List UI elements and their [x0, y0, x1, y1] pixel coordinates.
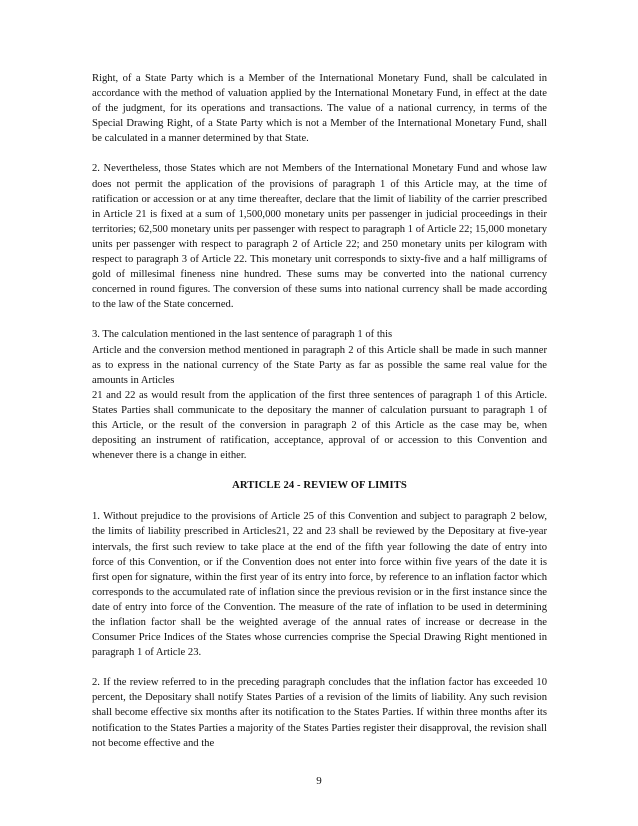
- article-24-heading: ARTICLE 24 - REVIEW OF LIMITS: [232, 480, 407, 492]
- page-number: 9: [316, 775, 322, 787]
- paragraph-3-calculation: [92, 327, 547, 463]
- paragraph-3-line-1: 3. The calculation mentioned in the last sentence of paragraph 1 of this: [92, 329, 393, 341]
- paragraph-sdr-valuation: Right, of a State Party which is a Member of the International Monetary Fund, shall be calculated in accordance with the method of valuation applied by the International Monetary Fund, in effect at the date of the judgment, for its operations and transactions. The value of a national currency, in terms of the Special Drawing Right, of a State Party which is not a Member of the International Monetary Fund, shall be calculated in a manner determined by that State.: [92, 73, 547, 145]
- document-body: [92, 71, 547, 766]
- paragraph-3-line-2: Article and the conversion method mentioned in paragraph 2 of this Article shall be made in such manner as to express in the national currency of the State Party as far as possible the same real value for the amounts in Articles: [92, 344, 547, 386]
- paragraph-1-review: 1. Without prejudice to the provisions of Article 25 of this Convention and subject to paragraph 2 below, the limits of liability prescribed in Articles21, 22 and 23 shall be reviewed by the Depositary at five-year intervals, the first such review to take place at the end of the fifth year following the date of entry into force of this Convention, or if the Convention does not enter into force within five years of the date it is first open for signature, within the first year of its entry into force, by reference to an inflation factor which corresponds to the accumulated rate of inflation since the previous revision or in the first instance since the date of entry into force of the Convention. The measure of the rate of inflation to be used in determining the inflation factor shall be the weighted average of the annual rates of increase or decrease in the Consumer Price Indices of the States whose currencies comprise the Special Drawing Right mentioned in paragraph 1 of Article 23.: [92, 511, 547, 659]
- paragraph-2-revision: 2. If the review referred to in the preceding paragraph concludes that the inflation factor has exceeded 10 percent, the Depositary shall notify States Parties of a revision of the limits of liability. Any such revision shall become effective six months after its notification to the States Parties. If within three months after its notification to the States Parties a majority of the States Parties register their disapproval, the revision shall not become effective and the: [92, 677, 547, 749]
- paragraph-2-monetary-units: 2. Nevertheless, those States which are not Members of the International Monetary Fund and whose law does not permit the application of the provisions of paragraph 1 of this Article may, at the time of ratification or accession or at any time thereafter, declare that the limit of liability of the carrier prescribed in Article 21 is fixed at a sum of 1,500,000 monetary units per passenger in judicial proceedings in their territories; 62,500 monetary units per passenger with respect to paragraph 1 of Article 22; 15,000 monetary units per passenger with respect to paragraph 2 of Article 22; and 250 monetary units per kilogram with respect to paragraph 3 of Article 22. This monetary unit corresponds to sixty-five and a half milligrams of gold of millesimal fineness nine hundred. These sums may be converted into the national currency concerned in round figures. The conversion of these sums into national currency shall be made according to the law of the State concerned.: [92, 163, 547, 311]
- paragraph-3-line-3: 21 and 22 as would result from the application of the first three sentences of paragraph 1 of this Article. States Parties shall communicate to the depositary the manner of calculation pursuant to paragraph 1 of this Article, or the result of the conversion in paragraph 2 of this Article as the case may be, when depositing an instrument of ratification, acceptance, approval of or accession to this Convention and whenever there is a change in either.: [92, 389, 547, 462]
